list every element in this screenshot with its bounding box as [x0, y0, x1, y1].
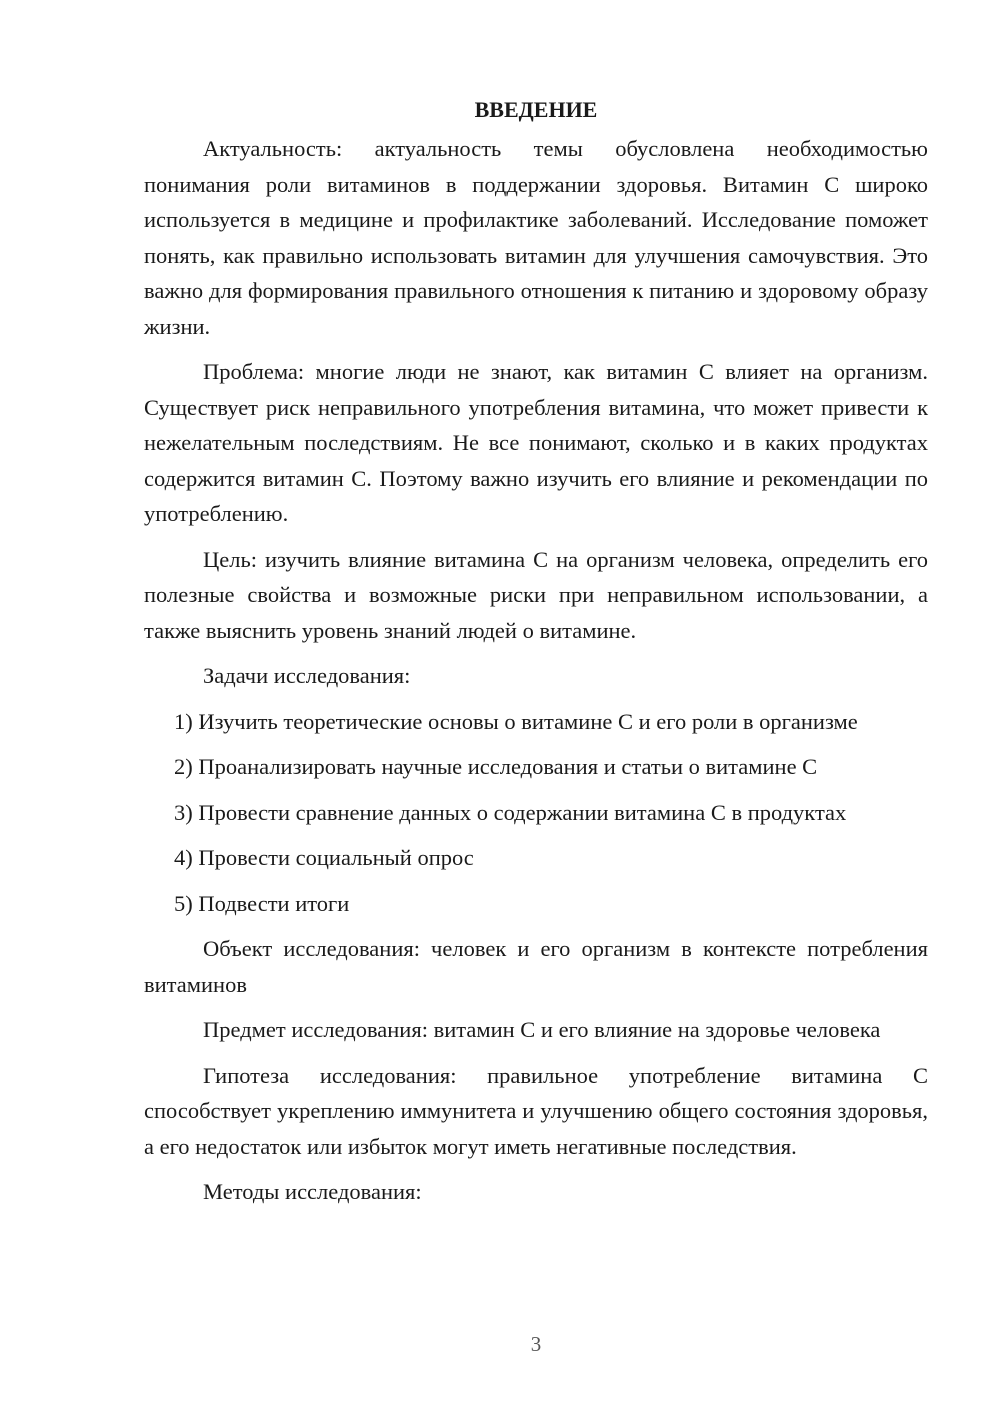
hypothesis-paragraph: Гипотеза исследования: правильное употребление витамина С способствует укреплению иммунитета и улучшению общего состояния здоровья, а его недостаток или избыток могут иметь негативные последствия. — [144, 1062, 928, 1159]
relevance-paragraph: Актуальность: актуальность темы обусловлена необходимостью понимания роли витаминов в поддержании здоровья. Витамин С широко используется в медицине и профилактике заболеваний. Исследование поможет понять, как правильно использовать витамин для улучшения самочувствия. Это важно для формирования правильного отношения к питанию и здоровому образу жизни. — [144, 136, 928, 339]
document-page — [144, 92, 928, 1220]
page-number: 3 — [530, 1332, 542, 1356]
list-item: 2) Проанализировать научные исследования и статьи о витамине С — [174, 754, 818, 779]
problem-paragraph: Проблема: многие люди не знают, как витамин С влияет на организм. Существует риск неправильного употребления витамина, что может привести к нежелательным последствиям. Не все понимают, сколько и в каких продуктах содержится витамин С. Поэтому важно изучить его влияние и рекомендации по употреблению. — [144, 359, 928, 526]
goal-paragraph: Цель: изучить влияние витамина С на организм человека, определить его полезные свойства и возможные риски при неправильном использовании, а также выяснить уровень знаний людей о витамине. — [144, 546, 928, 643]
tasks-heading: Задачи исследования: — [203, 663, 411, 688]
list-item: 5) Подвести итоги — [174, 890, 350, 916]
object-paragraph: Объект исследования: человек и его организм в контексте потребления витаминов — [144, 936, 928, 997]
tasks-list — [144, 704, 928, 922]
list-item: 4) Провести социальный опрос — [174, 845, 474, 870]
methods-heading: Методы исследования: — [203, 1179, 422, 1204]
list-item: 3) Провести сравнение данных о содержании витамина С в продуктах — [174, 799, 847, 825]
list-item: 1) Изучить теоретические основы о витамине С и его роли в организме — [174, 708, 858, 734]
subject-paragraph: Предмет исследования: витамин С и его влияние на здоровье человека — [203, 1017, 881, 1042]
section-title: ВВЕДЕНИЕ — [474, 97, 598, 122]
